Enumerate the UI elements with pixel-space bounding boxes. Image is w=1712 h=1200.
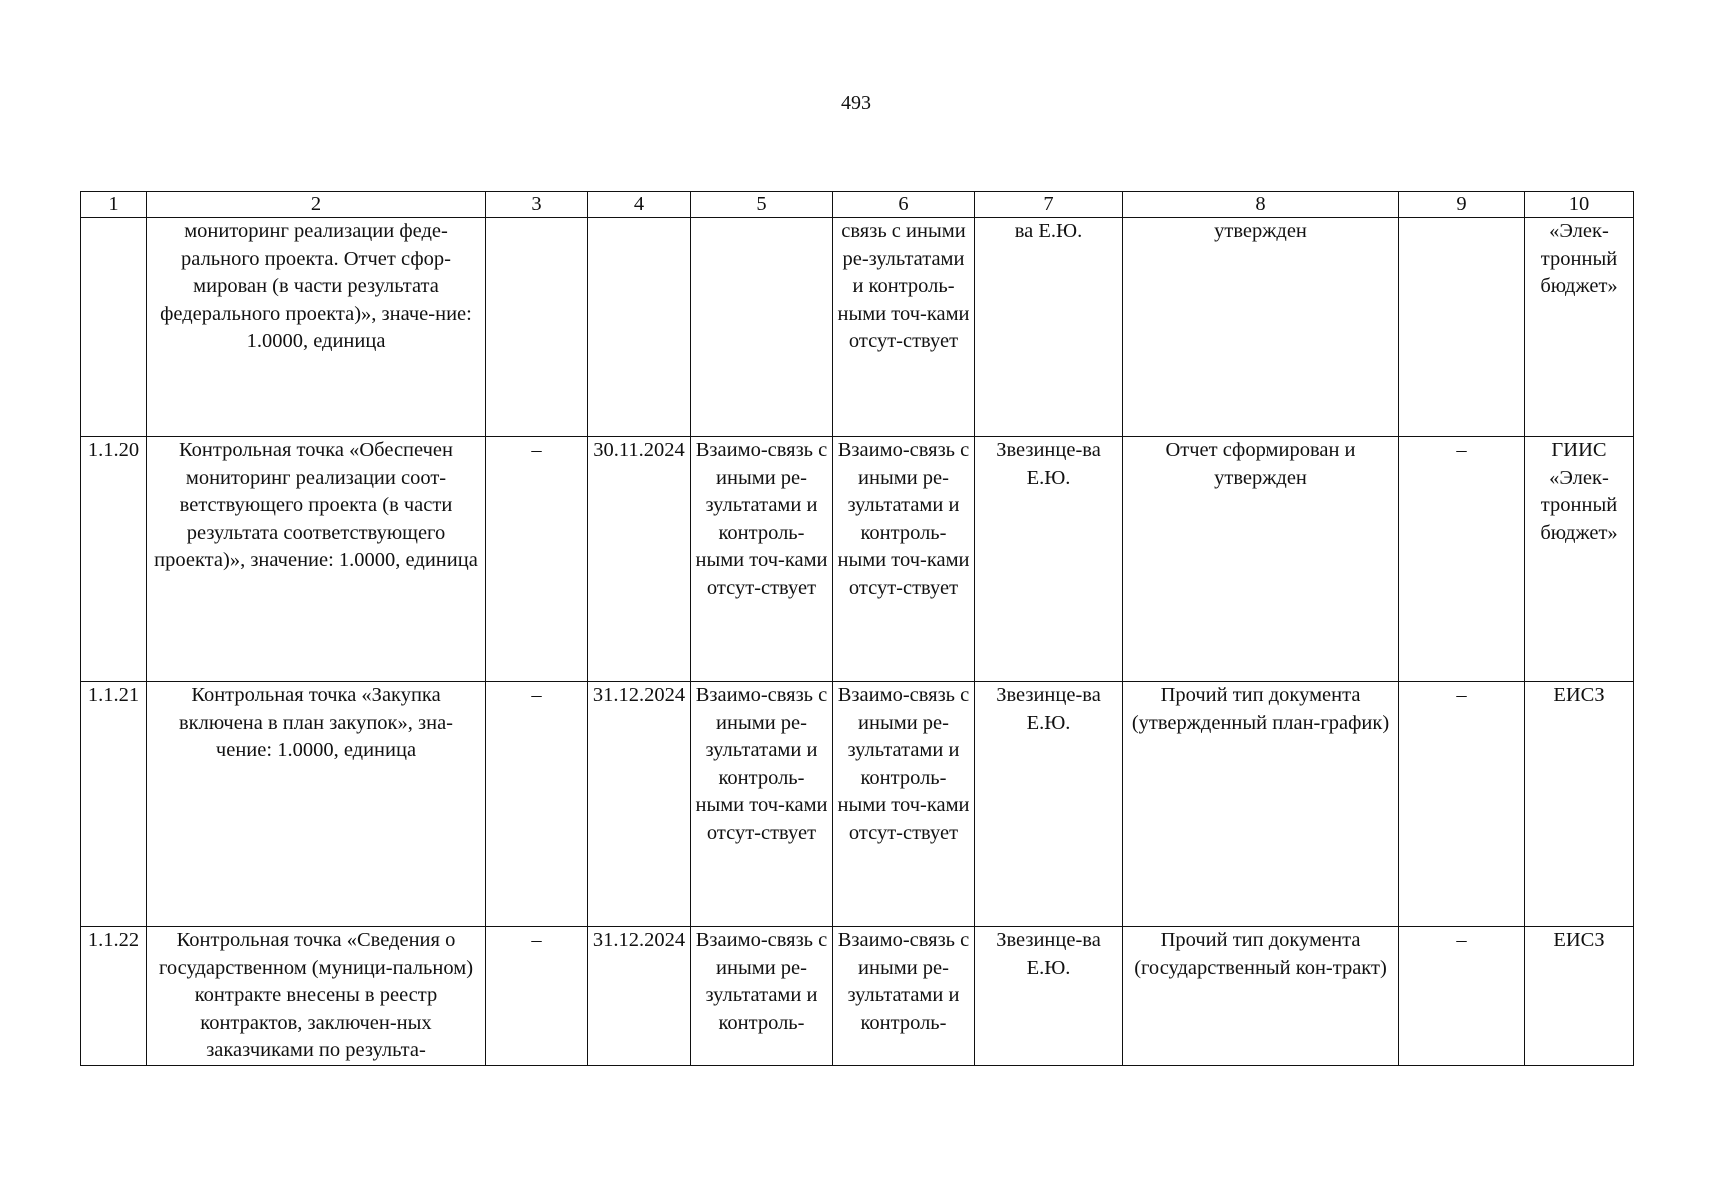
cell-col5: Взаимо-связь с иными ре-зультатами и контроль- <box>691 927 833 1066</box>
cell-col6: Взаимо-связь с иными ре-зультатами и контроль-ными точ-ками отсут-ствует <box>833 437 975 682</box>
control-points-table <box>80 191 1634 1066</box>
column-header: 9 <box>1399 192 1525 218</box>
column-header: 3 <box>486 192 588 218</box>
information-system: ЕИСЗ <box>1525 682 1634 927</box>
cell-col3: – <box>486 437 588 682</box>
information-system: ГИИС «Элек-тронный бюджет» <box>1525 437 1634 682</box>
table-row <box>81 682 1634 927</box>
responsible-person: ва Е.Ю. <box>975 218 1123 437</box>
control-point-name: Контрольная точка «Сведения о государственном (муници-пальном) контракте внесены в реестр контрактов, заключен-ных заказчиками по результа- <box>147 927 486 1066</box>
document-type: утвержден <box>1123 218 1399 437</box>
information-system: «Элек-тронный бюджет» <box>1525 218 1634 437</box>
information-system: ЕИСЗ <box>1525 927 1634 1066</box>
item-number: 1.1.22 <box>81 927 147 1066</box>
column-header: 10 <box>1525 192 1634 218</box>
cell-col9 <box>1399 218 1525 437</box>
column-header: 6 <box>833 192 975 218</box>
cell-col6: связь с иными ре-зультатами и контроль-ными точ-ками отсут-ствует <box>833 218 975 437</box>
cell-col9: – <box>1399 437 1525 682</box>
control-point-name: Контрольная точка «Закупка включена в план закупок», зна-чение: 1.0000, единица <box>147 682 486 927</box>
cell-col5: Взаимо-связь с иными ре-зультатами и контроль-ными точ-ками отсут-ствует <box>691 682 833 927</box>
control-point-name: Контрольная точка «Обеспечен мониторинг реализации соот-ветствующего проекта (в части результата соответствующего проекта)», значение: 1.0000, единица <box>147 437 486 682</box>
page-number: 493 <box>841 92 871 114</box>
column-header: 4 <box>588 192 691 218</box>
item-number <box>81 218 147 437</box>
table-row <box>81 218 1634 437</box>
cell-col5 <box>691 218 833 437</box>
cell-col6: Взаимо-связь с иными ре-зультатами и контроль- <box>833 927 975 1066</box>
control-point-name: мониторинг реализации феде-ральнoго проекта. Отчет сфор-мирован (в части результата федерального проекта)», значе-ние: 1.0000, единица <box>147 218 486 437</box>
column-header: 8 <box>1123 192 1399 218</box>
cell-col9: – <box>1399 927 1525 1066</box>
item-number: 1.1.21 <box>81 682 147 927</box>
cell-col6: Взаимо-связь с иными ре-зультатами и контроль-ными точ-ками отсут-ствует <box>833 682 975 927</box>
table-row <box>81 927 1634 1066</box>
document-type: Прочий тип документа (утвержденный план-график) <box>1123 682 1399 927</box>
item-number: 1.1.20 <box>81 437 147 682</box>
document-type: Прочий тип документа (государственный кон-тракт) <box>1123 927 1399 1066</box>
responsible-person: Звезинце-ва Е.Ю. <box>975 927 1123 1066</box>
cell-col3 <box>486 218 588 437</box>
column-header: 5 <box>691 192 833 218</box>
deadline-date: 31.12.2024 <box>588 682 691 927</box>
column-header: 2 <box>147 192 486 218</box>
deadline-date: 30.11.2024 <box>588 437 691 682</box>
deadline-date: 31.12.2024 <box>588 927 691 1066</box>
cell-col3: – <box>486 927 588 1066</box>
responsible-person: Звезинце-ва Е.Ю. <box>975 437 1123 682</box>
cell-col3: – <box>486 682 588 927</box>
column-header: 7 <box>975 192 1123 218</box>
table-row <box>81 437 1634 682</box>
deadline-date <box>588 218 691 437</box>
responsible-person: Звезинце-ва Е.Ю. <box>975 682 1123 927</box>
cell-col5: Взаимо-связь с иными ре-зультатами и контроль-ными точ-ками отсут-ствует <box>691 437 833 682</box>
column-number-row <box>81 192 1634 218</box>
document-type: Отчет сформирован и утвержден <box>1123 437 1399 682</box>
column-header: 1 <box>81 192 147 218</box>
cell-col9: – <box>1399 682 1525 927</box>
